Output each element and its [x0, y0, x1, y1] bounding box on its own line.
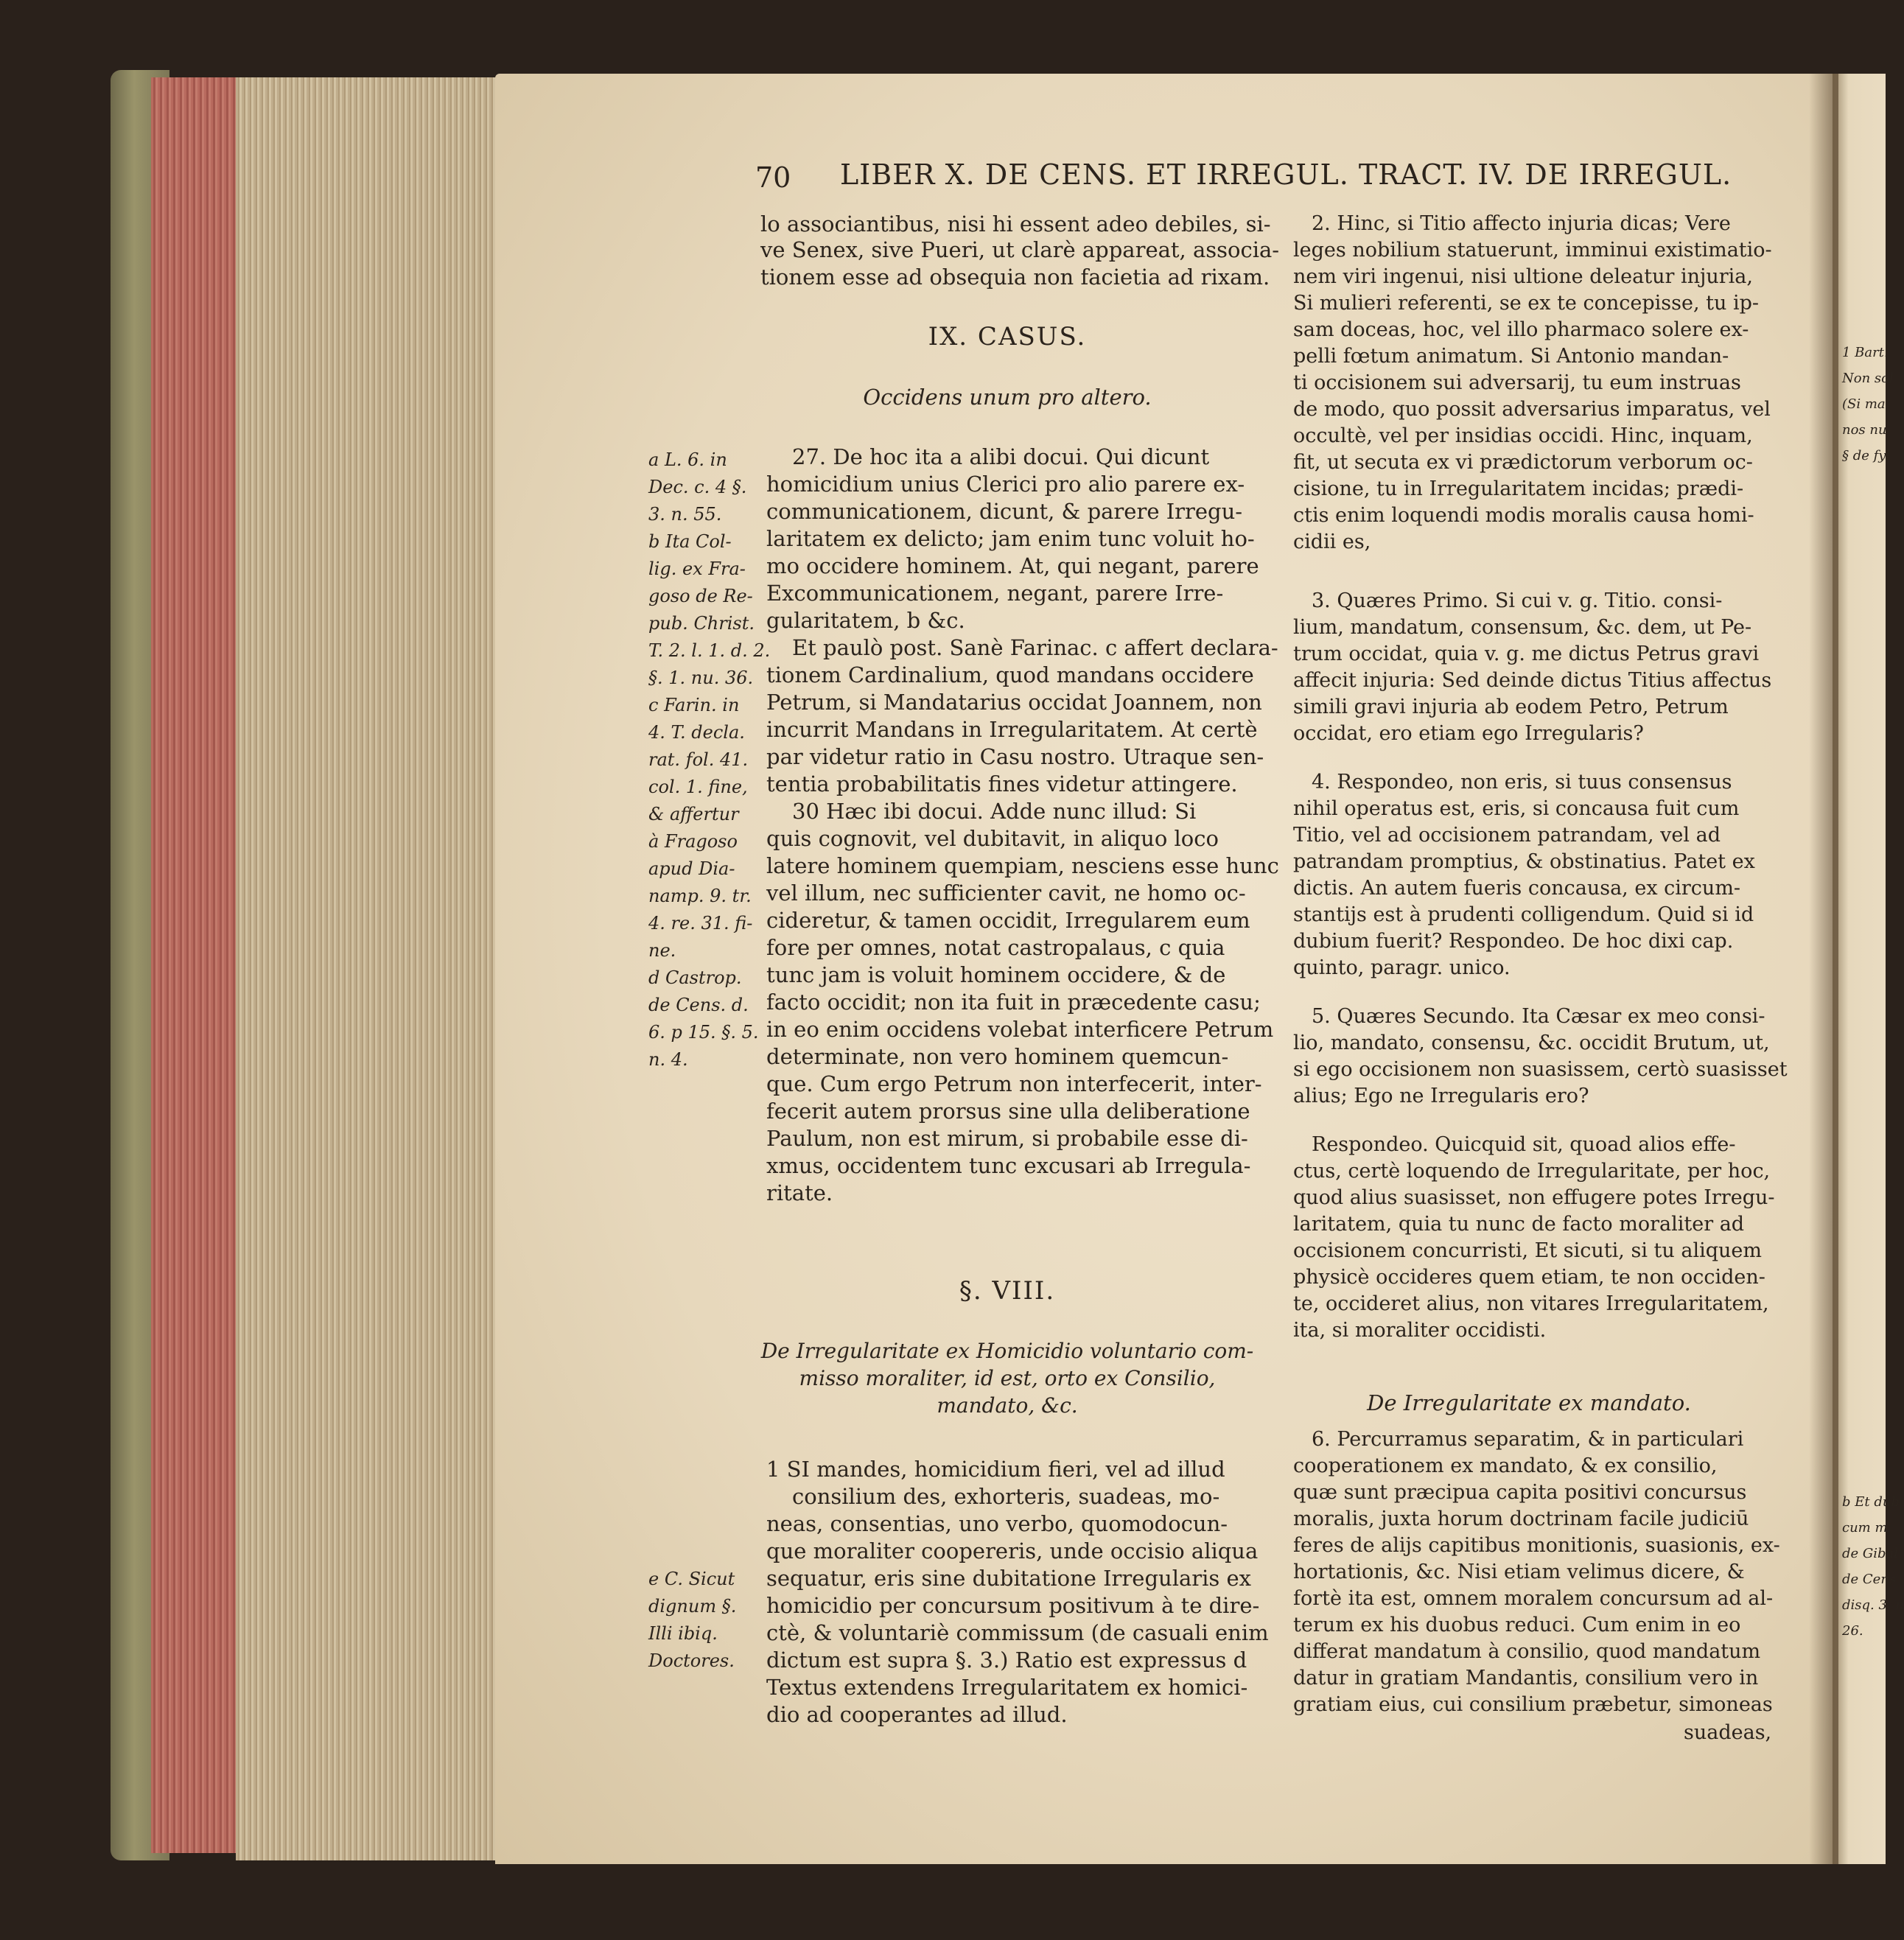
margin-note-line: rat. fol. 41. [648, 749, 749, 770]
margin-note-line: lig. ex Fra- [648, 558, 746, 579]
casus-subtitle: Occidens unum pro altero. [863, 385, 1152, 410]
text-line: cidii es, [1293, 530, 1371, 553]
text-line: Paulum, non est mirum, si probabile esse di- [766, 1126, 1248, 1151]
text-line: alius; Ego ne Irregularis ero? [1293, 1085, 1589, 1107]
page-number: 70 [755, 161, 791, 194]
text-line: dio ad cooperantes ad illud. [766, 1702, 1068, 1727]
text-line: ritate. [766, 1180, 833, 1205]
margin-note-line: T. 2. l. 1. d. 2. [648, 640, 771, 661]
text-line: quæ sunt præcipua capita positivi concursus [1293, 1481, 1747, 1504]
text-line: ita, si moraliter occidisti. [1293, 1319, 1547, 1342]
text-line: ti occisionem sui adversarij, tu eum instruas [1293, 371, 1741, 394]
text-line: pelli fœtum animatum. Si Antonio mandan- [1293, 345, 1729, 368]
text-line: datur in gratiam Mandantis, consilium vero in [1293, 1667, 1759, 1689]
text-line: sequatur, eris sine dubitatione Irregularis ex [766, 1566, 1252, 1591]
text-line: fit, ut secuta ex vi prædictorum verborum oc- [1293, 451, 1753, 474]
text-line: tionem esse ad obsequia non facietia ad rixam. [760, 265, 1270, 290]
margin-note-line: a L. 6. in [648, 449, 727, 470]
text-line: stantijs est à prudenti colligendum. Quid si id [1293, 903, 1754, 926]
text-line: de modo, quo possit adversarius imparatus, vel [1293, 398, 1771, 421]
margin-note-line: c Farin. in [648, 695, 740, 715]
text-line: laritatem, quia tu nunc de facto moraliter ad [1293, 1213, 1745, 1236]
margin-note-line: à Fragoso [648, 831, 738, 852]
margin-note-line: namp. 9. tr. [648, 886, 752, 906]
text-line: terum ex his duobus reduci. Cum enim in eo [1293, 1614, 1741, 1636]
margin-note-line: 4. re. 31. fi- [648, 913, 753, 934]
section-title-line: De Irregularitate ex Homicidio voluntario com- [760, 1339, 1254, 1363]
text-line: lium, mandatum, consensum, &c. dem, ut Pe- [1293, 616, 1752, 639]
margin-note-line: e C. Sicut [648, 1569, 735, 1589]
text-line: que moraliter coopereris, unde occisio aliqua [766, 1538, 1259, 1563]
text-line: Si mulieri referenti, se ex te concepisse, tu ip- [1293, 292, 1759, 315]
margin-note-line: pub. Christ. [648, 613, 755, 634]
text-line: in eo enim occidens volebat interficere Petrum [766, 1017, 1274, 1042]
text-line: tunc jam is voluit hominem occidere, & de [766, 962, 1226, 987]
text-line: xmus, occidentem tunc excusari ab Irregula- [766, 1153, 1251, 1178]
text-line: dubium fuerit? Respondeo. De hoc dixi cap. [1293, 930, 1734, 953]
text-line: Titio, vel ad occisionem patrandam, vel ad [1293, 824, 1721, 847]
margin-note-line: §. 1. nu. 36. [648, 668, 754, 688]
text-line: physicè occideres quem etiam, te non occiden- [1293, 1266, 1765, 1289]
text-line: communicationem, dicunt, & parere Irregu- [766, 499, 1243, 524]
text-line: determinate, non vero hominem quemcun- [766, 1044, 1229, 1069]
text-line: 30 Hæc ibi docui. Adde nunc illud: Si [792, 799, 1197, 824]
facing-note-line: 1 Bart. [1842, 345, 1889, 360]
facing-note-line: de Gibal [1842, 1546, 1899, 1561]
section-title-line: mandato, &c. [937, 1393, 1078, 1418]
text-line: dictis. An autem fueris concausa, ex circum- [1293, 877, 1741, 900]
margin-note-line: goso de Re- [648, 586, 753, 606]
text-line: si ego occisionem non suasissem, certò suasisset [1293, 1058, 1788, 1081]
text-line: lio, mandato, consensu, &c. occidit Brutum, ut, [1293, 1032, 1770, 1054]
margin-note-line: Illi ibiq. [648, 1623, 718, 1644]
text-line: Petrum, si Mandatarius occidat Joannem, non [766, 690, 1262, 715]
text-line: simili gravi injuria ab eodem Petro, Petrum [1293, 696, 1729, 718]
text-line: Excommunicationem, negant, parere Irre- [766, 581, 1224, 606]
facing-page-sliver [1833, 74, 1886, 1864]
text-line: ve Senex, sive Pueri, ut clarè appareat, associa- [760, 237, 1280, 262]
text-line: incurrit Mandans in Irregularitatem. At certè [766, 717, 1258, 742]
text-line: fecerit autem prorsus sine ulla deliberatione [766, 1099, 1250, 1124]
section-heading: §. VIII. [959, 1276, 1056, 1306]
text-line: 4. Respondeo, non eris, si tuus consensus [1312, 771, 1732, 794]
text-line: occisionem concurristi, Et sicuti, si tu aliquem [1293, 1239, 1762, 1262]
text-line: quod alius suasisset, non effugere potes Irregu- [1293, 1186, 1775, 1209]
margin-note-line: apud Dia- [648, 858, 735, 879]
page-edge-stack [236, 77, 501, 1860]
catchword: suadeas, [1684, 1721, 1772, 1744]
text-line: que. Cum ergo Petrum non interfecerit, inter- [766, 1071, 1262, 1096]
text-line: homicidio per concursum positivum à te dire- [766, 1593, 1260, 1618]
margin-note-line: Dec. c. 4 §. [648, 477, 747, 497]
text-line: nihil operatus est, eris, si concausa fuit cum [1293, 797, 1740, 820]
text-line: quinto, paragr. unico. [1293, 956, 1511, 979]
facing-note-line: (Si ma [1842, 396, 1886, 412]
text-line: par videtur ratio in Casu nostro. Utraque sen- [766, 744, 1264, 769]
text-line: 27. De hoc ita a alibi docui. Qui dicunt [792, 444, 1210, 469]
text-line: Et paulò post. Sanè Farinac. c affert declara- [792, 635, 1278, 660]
margin-note-line: n. 4. [648, 1049, 688, 1070]
text-line: neas, consentias, uno verbo, quomodocun- [766, 1511, 1228, 1536]
margin-note-line: Doctores. [648, 1650, 735, 1671]
facing-note-line: de Cens [1842, 1572, 1897, 1587]
text-line: laritatem ex delicto; jam enim tunc voluit ho- [766, 526, 1255, 551]
text-line: gratiam eius, cui consilium præbetur, simoneas [1293, 1693, 1773, 1716]
text-line: quis cognovit, vel dubitavit, in aliquo loco [766, 826, 1219, 851]
running-head-title: LIBER X. DE CENS. ET IRREGUL. TRACT. IV. DE IRREGUL. [840, 158, 1732, 191]
margin-note-line: b Ita Col- [648, 531, 732, 552]
facing-note-line: Non sol [1842, 371, 1894, 386]
text-line: Respondeo. Quicquid sit, quoad alios effe- [1312, 1133, 1736, 1156]
text-line: ctis enim loquendi modis moralis causa homi- [1293, 504, 1754, 527]
text-line: 6. Percurramus separatim, & in particulari [1312, 1428, 1744, 1451]
text-line: affecit injuria: Sed deinde dictus Titius affectus [1293, 669, 1772, 692]
text-line: vel illum, nec sufficienter cavit, ne homo oc- [766, 880, 1246, 906]
text-line: consilium des, exhorteris, suadeas, mo- [792, 1484, 1220, 1509]
text-line: leges nobilium statuerunt, imminui existimatio- [1293, 239, 1772, 262]
text-line: feres de alijs capitibus monitionis, suasionis, ex- [1293, 1534, 1780, 1557]
text-line: gularitatem, b &c. [766, 608, 965, 633]
facing-note-line: nos nu [1842, 422, 1887, 438]
text-line: hortationis, &c. Nisi etiam velimus dicere, & [1293, 1561, 1745, 1583]
margin-note-line: dignum §. [648, 1596, 737, 1617]
margin-note-line: ne. [648, 940, 676, 961]
facing-note-line: cum m [1842, 1520, 1888, 1535]
text-line: occidat, ero etiam ego Irregularis? [1293, 722, 1644, 745]
margin-note-line: 6. p 15. §. 5. [648, 1022, 759, 1043]
text-line: patrandam promptius, & obstinatius. Patet ex [1293, 850, 1755, 873]
text-line: differat mandatum à consilio, quod mandatum [1293, 1640, 1761, 1663]
text-line: cisione, tu in Irregularitatem incidas; prædi- [1293, 477, 1744, 500]
text-line: fortè ita est, omnem moralem concursum ad al- [1293, 1587, 1774, 1610]
margin-note-line: 4. T. decla. [648, 722, 745, 743]
facing-note-line: 26. [1842, 1623, 1863, 1639]
facing-note-line: disq. 3. n [1842, 1597, 1904, 1613]
mandato-heading: De Irregularitate ex mandato. [1367, 1390, 1691, 1415]
margin-note-line: col. 1. fine, [648, 777, 748, 797]
text-line: moralis, juxta horum doctrinam facile judiciū [1293, 1507, 1749, 1530]
text-line: 2. Hinc, si Titio affecto injuria dicas; Vere [1312, 212, 1731, 235]
text-line: dictum est supra §. 3.) Ratio est expressus d [766, 1647, 1247, 1673]
text-line: latere hominem quempiam, nesciens esse hunc [766, 853, 1279, 878]
text-line: nem viri ingenui, nisi ultione deleatur injuria, [1293, 265, 1753, 288]
text-line: 3. Quæres Primo. Si cui v. g. Titio. consi- [1312, 589, 1723, 612]
text-line: homicidium unius Clerici pro alio parere ex- [766, 472, 1245, 497]
text-line: Textus extendens Irregularitatem ex homici- [766, 1675, 1248, 1700]
facing-note-line: § de fyl [1842, 448, 1891, 463]
text-line: sam doceas, hoc, vel illo pharmaco solere ex- [1293, 318, 1749, 341]
margin-note-line: 3. n. 55. [648, 504, 722, 525]
margin-note-line: & affertur [648, 804, 739, 824]
text-line: ctè, & voluntariè commissum (de casuali enim [766, 1620, 1269, 1645]
text-line: trum occidat, quia v. g. me dictus Petrus gravi [1293, 642, 1760, 665]
text-line: occultè, vel per insidias occidi. Hinc, inquam, [1293, 424, 1753, 447]
text-line: tentia probabilitatis fines videtur attingere. [766, 771, 1238, 796]
text-line: 5. Quæres Secundo. Ita Cæsar ex meo consi- [1312, 1005, 1765, 1028]
text-line: cooperationem ex mandato, & ex consilio, [1293, 1454, 1718, 1477]
text-line: facto occidit; non ita fuit in præcedente casu; [766, 990, 1261, 1015]
facing-note-line: b Et dub [1842, 1494, 1900, 1510]
text-line: cideretur, & tamen occidit, Irregularem eum [766, 908, 1250, 933]
text-line: fore per omnes, notat castropalaus, c quia [766, 935, 1225, 960]
margin-note-line: de Cens. d. [648, 995, 749, 1015]
casus-heading: IX. CASUS. [928, 322, 1087, 351]
text-line: te, occideret alius, non vitares Irregularitatem, [1293, 1292, 1769, 1315]
text-line: tionem Cardinalium, quod mandans occidere [766, 662, 1254, 687]
text-line: ctus, certè loquendo de Irregularitate, per hoc, [1293, 1160, 1771, 1183]
section-title-line: misso moraliter, id est, orto ex Consilio, [799, 1366, 1216, 1390]
text-line: lo associantibus, nisi hi essent adeo debiles, si- [760, 211, 1271, 237]
text-line: 1 SI mandes, homicidium fieri, vel ad illud [766, 1457, 1225, 1482]
margin-note-line: d Castrop. [648, 967, 742, 988]
text-line: mo occidere hominem. At, qui negant, parere [766, 553, 1259, 578]
page-edge-red [151, 77, 239, 1853]
page-gutter [1809, 74, 1838, 1864]
